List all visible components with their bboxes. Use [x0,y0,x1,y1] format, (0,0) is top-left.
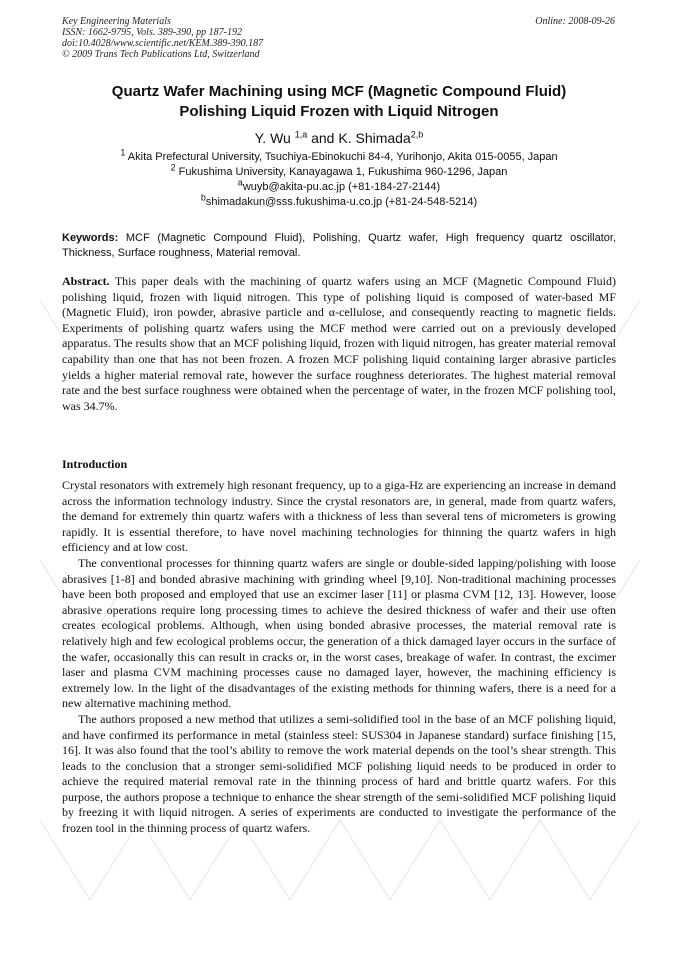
keywords-label: Keywords: [62,232,119,244]
email-b-text: shimadakun@sss.fukushima-u.co.jp (+81-24-548-5214) [205,196,478,208]
author-2: K. Shimada [338,130,411,146]
intro-paragraph-1: Crystal resonators with extremely high resonant frequency, up to a giga-Hz are experiencing an increase in demand across the information technology industry. Since the crystal resonators are, in general, made from quartz wafers, the demand for extremely thin quartz wafers with a thickness of less than several tens of micrometers is growing rapidly. It is essential therefore, to have novel machining technologies for thinning the quartz wafers in high efficiency and at low cost. [62,478,616,555]
keywords-block [62,231,616,261]
issn-line: ISSN: 1662-9795, Vols. 389-390, pp 187-192 [62,27,242,38]
abstract-label: Abstract. [62,274,110,288]
author-2-superscript: 2,b [410,129,424,140]
email-b [62,192,616,210]
journal-header [62,16,263,60]
intro-paragraph-2: The conventional processes for thinning quartz wafers are single or double-sided lapping/polishing with loose abrasives [1-8] and bonded abrasive machining with grinding wheel [9,10]. Non-traditional machining processes have been both proposed and employed that use an excimer laser [11] or plasma CVM [12, 13]. However, loose abrasive operations require long processing times to achieve the desired thickness of wafer and their use often creates ecological problems. Although, when using bonded abrasive processes, the material removal rate is relatively high and few ecological problems occur, the generation of a thick damaged layer occurs in the surface of the wafer, occasionally this can result in cracks or, in the worst cases, breakage of wafer. In contrast, the excimer laser and plasma CVM machining processes cause no damaged layer, however, the machining efficiency is extremely low. In the light of the disadvantages of the existing methods for thinning wafers, there is a need for a new alternative machining method. [62,555,616,711]
abstract-text: This paper deals with the machining of quartz wafers using an MCF (Magnetic Compound Fluid) polishing liquid, frozen with liquid nitrogen. This type of polishing liquid is composed of water-based MF (Magnetic Fluid), iron powder, abrasive particle and α-cellulose, and consequently reacting to magnetic fields. Experiments of polishing quartz wafers using the MCF method were carried out on a previously developed apparatus. The results show that an MCF polishing liquid, frozen with liquid nitrogen, has greater material removal capability than one that has not been frozen. A frozen MCF polishing liquid containing larger abrasive particles yields a higher material removal rate, however the surface roughness deteriorates. The highest material removal rate and the best surface roughness were obtained when the percentage of water, in the frozen MCF polishing tool, was 34.7%. [62,274,616,413]
affiliation-2 [62,162,616,180]
author-1-superscript: 1,a [294,129,308,140]
author-1: Y. Wu [254,130,291,146]
affiliation-1 [62,147,616,165]
title-line-1: Quartz Wafer Machining using MCF (Magnetic Compound Fluid) [111,83,567,100]
email-a-mark: a [237,177,243,188]
author-line [62,130,616,146]
affiliation-2-mark: 2 [170,162,176,173]
introduction-heading: Introduction [62,457,128,471]
doi-line: doi:10.4028/www.scientific.net/KEM.389-390.187 [62,38,264,49]
online-date: Online: 2008-09-26 [535,16,615,27]
affiliation-2-text: Fukushima University, Kanayagawa 1, Fukushima 960-1296, Japan [178,166,508,178]
intro-paragraph-3: The authors proposed a new method that utilizes a semi-solidified tool in the base of an MCF polishing liquid, and have confirmed its performance in metal (stainless steel: SUS304 in Japanese standard) surface finishing [15, 16]. It was also found that the tool’s ability to remove the work material depends on the tool’s shear strength. This leads to the conclusion that a stronger semi-solidified MCF polishing liquid needs to be produced in order to achieve the required material removal rate in the thinning process of hard and brittle quartz wafers. For this purpose, the authors propose a technique to enhance the shear strength of the semi-solidified MCF polishing liquid by freezing it with liquid nitrogen. A series of experiments are conducted to investigate the performance of the frozen tool in the thinning process of quartz wafers. [62,711,616,836]
email-b-mark: b [200,192,206,203]
affiliation-1-text: Akita Prefectural University, Tsuchiya-Ebinokuchi 84-4, Yurihonjo, Akita 015-0055, Japan [127,151,558,163]
email-a [62,177,616,195]
email-a-text: wuyb@akita-pu.ac.jp (+81-184-27-2144) [242,181,441,193]
introduction-body [62,478,616,837]
abstract-block [62,274,616,414]
author-conjunction: and [311,130,335,146]
keywords-text: MCF (Magnetic Compound Fluid), Polishing, Quartz wafer, High frequency quartz oscillator, Thickness, Surface roughness, Material removal. [62,232,616,259]
journal-name: Key Engineering Materials [62,16,171,27]
affiliation-1-mark: 1 [120,147,126,158]
copyright-line: © 2009 Trans Tech Publications Ltd, Switzerland [62,49,260,60]
paper-title [62,82,616,122]
title-line-2: Polishing Liquid Frozen with Liquid Nitrogen [179,103,499,120]
